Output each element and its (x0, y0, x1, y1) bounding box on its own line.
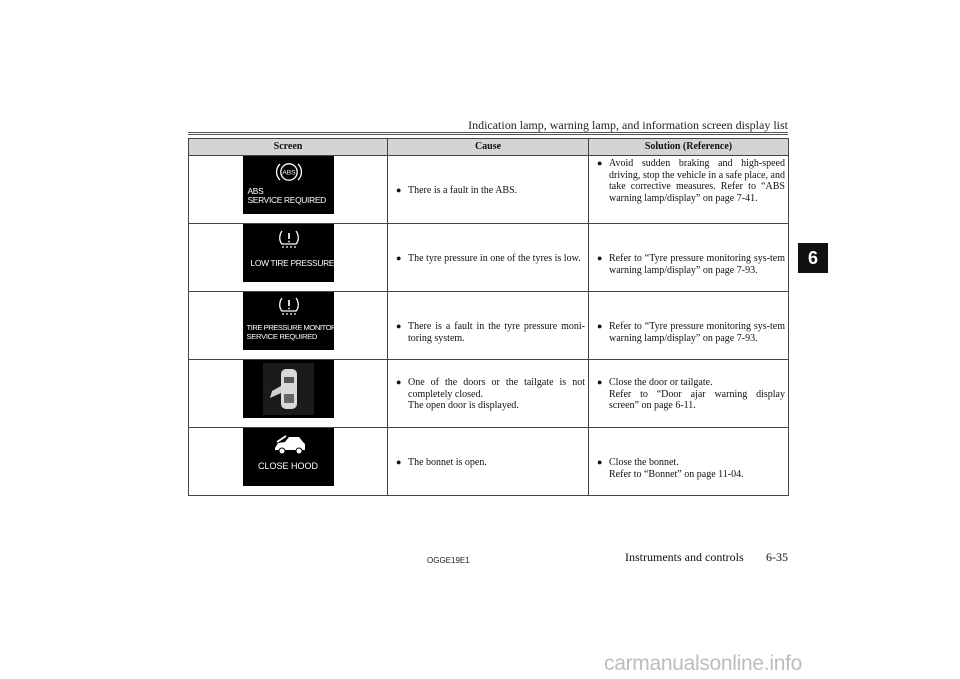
screen-cell (189, 224, 388, 292)
bullet: ● (597, 457, 603, 467)
low-tire-pressure-screen (243, 224, 334, 282)
solution-item (589, 428, 788, 480)
screen-cell (189, 360, 388, 428)
tpms-service-screen (243, 292, 337, 350)
abs-badge-text: ABS (281, 169, 296, 177)
solution-text: Avoid sudden braking and high-speed driving, stop the vehicle in a safe place, and take corrective measures. Refer to “ABS warning lamp/display” on page 7-41. (609, 158, 785, 204)
cause-cell (388, 428, 589, 496)
header-rule (188, 134, 788, 135)
cause-item (388, 224, 588, 265)
running-header: Indication lamp, warning lamp, and information screen display list (468, 118, 788, 132)
cause-item (388, 292, 588, 344)
screen-text-line: ABS (247, 186, 264, 196)
bullet: ● (597, 158, 603, 168)
close-hood-screen (243, 428, 334, 486)
bullet: ● (597, 253, 603, 263)
solution-cell (589, 292, 789, 360)
bullet: ● (396, 457, 402, 467)
solution-text: Close the door or tailgate. (609, 377, 713, 388)
bullet: ● (396, 377, 402, 387)
tyre-pressure-warning-icon (278, 228, 300, 250)
solution-text: Close the bonnet. (609, 457, 679, 468)
solution-cell (589, 360, 789, 428)
document-code: OGGE19E1 (427, 556, 470, 565)
table-row (189, 224, 789, 292)
table-row (189, 428, 789, 496)
solution-cell (589, 428, 789, 496)
bullet: ● (396, 321, 402, 331)
car-bonnet-open-icon (272, 434, 308, 456)
solution-text: Refer to “Tyre pressure monitoring sys-tem warning lamp/display” on page 7-93. (609, 321, 785, 344)
solution-item (589, 156, 788, 204)
solution-cell (589, 224, 789, 292)
screen-text-line: SERVICE REQUIRED (246, 332, 318, 341)
warning-display-table (188, 138, 789, 496)
screen-cell (189, 292, 388, 360)
screen-cell (189, 156, 388, 224)
tyre-pressure-warning-icon (278, 295, 300, 317)
table-row (189, 156, 789, 224)
cause-item (388, 156, 588, 197)
bullet: ● (597, 377, 603, 387)
cause-item (388, 428, 588, 469)
footer-section-title: Instruments and controls (625, 550, 744, 564)
screen-text-line: SERVICE REQUIRED (247, 195, 326, 205)
bullet: ● (396, 185, 402, 195)
solution-item (589, 292, 788, 344)
screen-cell (189, 428, 388, 496)
watermark: carmanualsonline.info (604, 652, 802, 675)
screen-text-line: CLOSE HOOD (257, 461, 318, 471)
table-row (189, 360, 789, 428)
solution-item (589, 360, 788, 412)
column-header-screen: Screen (189, 139, 388, 156)
cause-text: There is a fault in the tyre pressure moni-toring system. (408, 321, 585, 344)
cause-cell (388, 360, 589, 428)
cause-text: One of the doors or the tailgate is not completely closed. (408, 377, 585, 400)
cause-text: The tyre pressure in one of the tyres is low. (408, 253, 581, 264)
solution-text: Refer to “Door ajar warning display screen” on page 6-11. (609, 388, 785, 411)
solution-cell (589, 156, 789, 224)
cause-extra-text: The open door is displayed. (408, 400, 519, 411)
cause-cell (388, 156, 589, 224)
solution-item (589, 224, 788, 276)
table-row (189, 292, 789, 360)
door-ajar-car-icon (243, 360, 334, 418)
table-header-row (189, 139, 789, 156)
solution-text: Refer to “Tyre pressure monitoring sys-tem warning lamp/display” on page 7-93. (609, 253, 785, 276)
bullet: ● (396, 253, 402, 263)
header-rule (188, 132, 788, 133)
abs-warning-icon (274, 160, 304, 184)
cause-text: There is a fault in the ABS. (408, 185, 518, 196)
door-ajar-screen (243, 360, 334, 418)
cause-cell (388, 224, 589, 292)
screen-text-line: TIRE PRESSURE MONITOR (246, 323, 337, 332)
cause-item (388, 360, 588, 412)
screen-text-line: LOW TIRE PRESSURE (250, 258, 335, 268)
chapter-tab: 6 (798, 243, 828, 273)
column-header-solution: Solution (Reference) (589, 139, 789, 156)
abs-service-screen (243, 156, 334, 214)
solution-text: Refer to “Bonnet” on page 11-04. (609, 468, 744, 480)
cause-text: The bonnet is open. (408, 457, 487, 468)
column-header-cause: Cause (388, 139, 589, 156)
page-number: 6-35 (766, 550, 788, 564)
cause-cell (388, 292, 589, 360)
bullet: ● (597, 321, 603, 331)
